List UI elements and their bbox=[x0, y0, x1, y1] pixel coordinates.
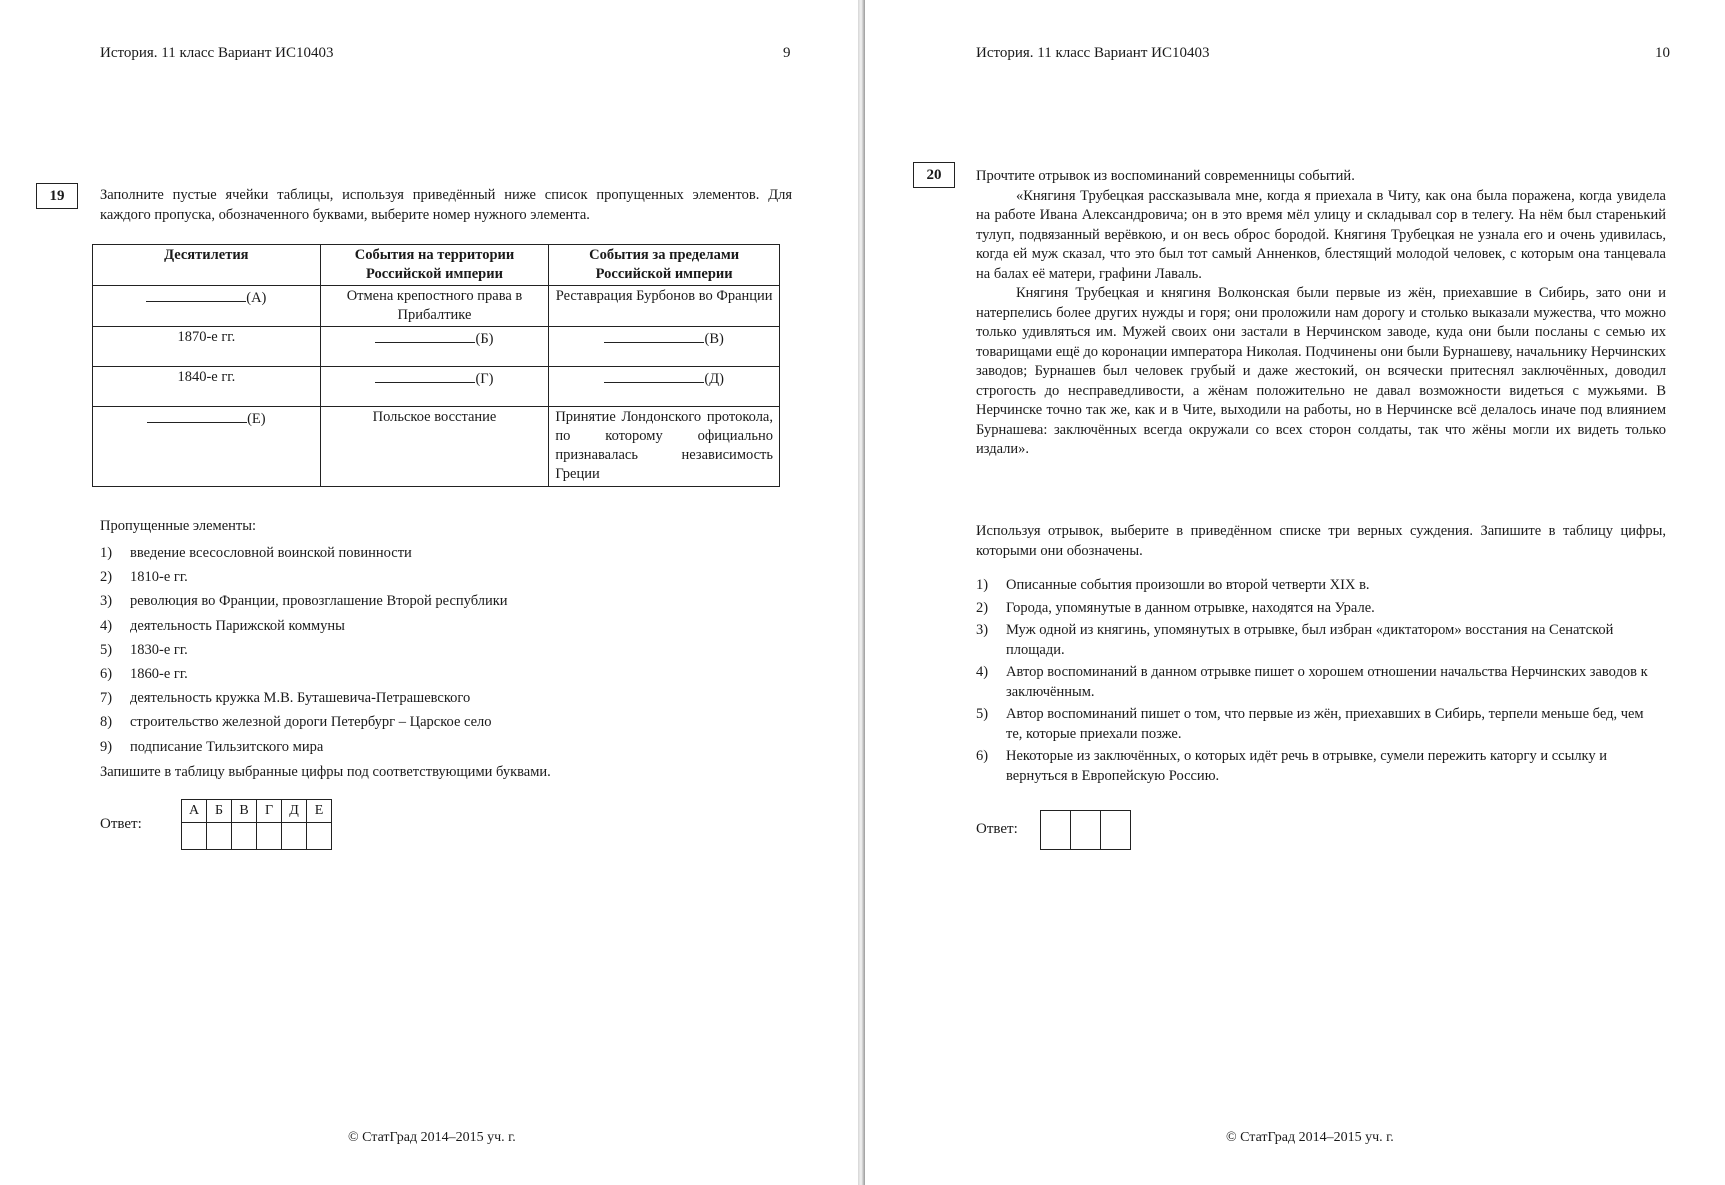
table-cell[interactable]: (А) bbox=[93, 286, 321, 327]
excerpt-paragraph-2: Княгиня Трубецкая и княгиня Волконская были первые из жён, приехавшие в Сибирь, зато они и натерпелись более других нужды и горя; они проложили нам дорогу и столько выказали мужества, что можно только удивляться им. Мужей своих они застали в Нерчинском заводе, куда они были посланы с семью их товарищами ещё до коронации императора Николая. Подчинены они были Бурнашеву, начальнику Нерчинских заводов; Бурнашев был человек грубый и даже жестокий, он всячески притеснял заключённых, доводил строгость до несправедливости, а жёнам положительно не давал возможности видеться с мужьями. В Нерчинске точно так же, как и в Чите, выходили на работы, но в Нерчинске всё делалось иначе под влиянием Бурнашева: заключённых всегда окружали со всех сторон солдаты, так что жёны могли их видеть только издали». bbox=[976, 285, 1666, 457]
col-header-decades: Десятилетия bbox=[93, 245, 321, 286]
item-text: Автор воспоминаний в данном отрывке пишет о хорошем отношении начальства Нерчинских заводов к заключённым. bbox=[1006, 664, 1648, 700]
table-cell[interactable]: (Е) bbox=[93, 407, 321, 487]
table-cell: Польское восстание bbox=[320, 407, 549, 487]
item-number: 1) bbox=[100, 545, 113, 561]
answer-cell[interactable] bbox=[1101, 811, 1131, 850]
answer-grid bbox=[181, 799, 332, 850]
list-item bbox=[976, 599, 1652, 619]
list-item bbox=[100, 662, 790, 686]
write-instruction: Запишите в таблицу выбранные цифры под соответствующими буквами. bbox=[100, 764, 551, 780]
answer-letter: В bbox=[232, 800, 257, 823]
item-number: 2) bbox=[100, 569, 113, 586]
item-text: деятельность кружка М.В. Буташевича-Петрашевского bbox=[130, 690, 471, 707]
table-row bbox=[93, 407, 780, 487]
options-title: Пропущенные элементы: bbox=[100, 518, 257, 534]
table-row bbox=[93, 367, 780, 407]
task-20-text bbox=[976, 167, 1666, 460]
page-9 bbox=[0, 0, 855, 1185]
task-19-table bbox=[92, 244, 780, 487]
col-header-events-outside: События за пределами Российской империи bbox=[549, 245, 780, 286]
page-10 bbox=[868, 0, 1725, 1185]
table-cell[interactable]: (В) bbox=[549, 327, 780, 367]
answer-cell[interactable] bbox=[182, 823, 207, 850]
table-cell[interactable]: (Д) bbox=[549, 367, 780, 407]
item-text: подписание Тильзитского мира bbox=[130, 738, 324, 755]
table-cell: 1870-е гг. bbox=[93, 327, 321, 367]
list-item bbox=[100, 638, 790, 662]
task-20-intro: Прочтите отрывок из воспоминаний современницы событий. bbox=[976, 168, 1355, 184]
list-item bbox=[100, 710, 790, 734]
table-cell: Реставрация Бурбонов во Франции bbox=[549, 286, 780, 327]
answer-grid bbox=[1040, 810, 1131, 850]
item-number: 4) bbox=[976, 664, 989, 680]
statements-list bbox=[976, 576, 1652, 789]
page-number: 10 bbox=[1655, 45, 1670, 61]
item-number: 8) bbox=[100, 714, 113, 731]
table-cell: Отмена крепостного права в Прибалтике bbox=[320, 286, 549, 327]
item-text: строительство железной дороги Петербург – Царское село bbox=[130, 714, 492, 731]
page-footer: © СтатГрад 2014–2015 уч. г. bbox=[1226, 1130, 1394, 1145]
table-cell: Принятие Лондонского протокола, по которому официально признавалась независимость Греции bbox=[549, 407, 780, 487]
col-header-events-inside: События на территории Российской империи bbox=[320, 245, 549, 286]
answer-cell[interactable] bbox=[307, 823, 332, 850]
item-text: Автор воспоминаний пишет о том, что первые из жён, приехавших в Сибирь, терпели меньше бед, чем те, которые приехали позже. bbox=[1006, 706, 1644, 742]
item-number: 6) bbox=[100, 666, 113, 683]
item-number: 2) bbox=[976, 599, 989, 616]
list-item bbox=[976, 705, 1652, 744]
page-divider bbox=[858, 0, 865, 1185]
item-text: революция во Франции, провозглашение Второй республики bbox=[130, 593, 508, 610]
answer-label: Ответ: bbox=[100, 816, 142, 832]
list-item bbox=[976, 576, 1652, 596]
item-number: 6) bbox=[976, 748, 989, 764]
list-item bbox=[976, 747, 1652, 786]
list-item bbox=[100, 565, 790, 589]
answer-letter: А bbox=[182, 800, 207, 823]
task-number-20: 20 bbox=[913, 162, 955, 188]
list-item bbox=[100, 541, 790, 565]
item-text: Города, упомянутые в данном отрывке, находятся на Урале. bbox=[1006, 599, 1375, 616]
page-header: История. 11 класс Вариант ИС10403 bbox=[976, 45, 1210, 61]
item-number: 4) bbox=[100, 617, 113, 634]
list-item bbox=[100, 686, 790, 710]
item-number: 7) bbox=[100, 690, 113, 707]
table-cell: 1840-е гг. bbox=[93, 367, 321, 407]
answer-cell[interactable] bbox=[232, 823, 257, 850]
page-number: 9 bbox=[783, 45, 791, 61]
task-19-instruction: Заполните пустые ячейки таблицы, используя приведённый ниже список пропущенных элементов. Для каждого пропуска, обозначенного буквами, выберите номер нужного элемента. bbox=[100, 187, 792, 223]
item-number: 9) bbox=[100, 738, 113, 755]
item-number: 1) bbox=[976, 577, 989, 593]
list-item bbox=[100, 589, 790, 613]
item-number: 3) bbox=[100, 593, 113, 610]
answer-cell[interactable] bbox=[257, 823, 282, 850]
item-text: Некоторые из заключённых, о которых идёт речь в отрывке, сумели пережить каторгу и ссылку и вернуться в Европейскую Россию. bbox=[1006, 748, 1608, 784]
answer-cell[interactable] bbox=[282, 823, 307, 850]
item-text: 1810-е гг. bbox=[130, 569, 188, 586]
answer-letter: Б bbox=[207, 800, 232, 823]
page-header: История. 11 класс Вариант ИС10403 bbox=[100, 45, 334, 61]
task-number-19: 19 bbox=[36, 183, 78, 209]
item-number: 5) bbox=[976, 706, 989, 722]
page-footer: © СтатГрад 2014–2015 уч. г. bbox=[348, 1130, 516, 1145]
list-item bbox=[100, 614, 790, 638]
item-text: Описанные события произошли во второй четверти XIX в. bbox=[1006, 577, 1370, 593]
excerpt-paragraph-1: «Княгиня Трубецкая рассказывала мне, когда я приехала в Читу, как она была поражена, когда увидела на работе Ивана Александровича; он в это время мёл улицу и складывал сор в телегу. На нём был старенький тулуп, подвязанный верёвкою, и он весь оброс бородой. Княгиня Трубецкая не узнала его и очень удивилась, когда ей муж сказал, что это был тот самый Анненков, блестящий молодой человек, с которым она танцевала на балах её матери, графини Лаваль. bbox=[976, 187, 1666, 282]
table-cell[interactable]: (Б) bbox=[320, 327, 549, 367]
item-text: введение всесословной воинской повинности bbox=[130, 545, 412, 561]
answer-cell[interactable] bbox=[1041, 811, 1071, 850]
answer-cell[interactable] bbox=[1071, 811, 1101, 850]
item-number: 5) bbox=[100, 641, 113, 658]
task-20-instruction: Используя отрывок, выберите в приведённом списке три верных суждения. Запишите в таблицу цифры, которыми они обозначены. bbox=[976, 523, 1666, 559]
item-number: 3) bbox=[976, 622, 989, 638]
table-row bbox=[93, 286, 780, 327]
table-row bbox=[93, 327, 780, 367]
answer-letter: Г bbox=[257, 800, 282, 823]
list-item bbox=[976, 663, 1652, 702]
item-text: деятельность Парижской коммуны bbox=[130, 617, 345, 634]
table-cell[interactable]: (Г) bbox=[320, 367, 549, 407]
list-item bbox=[100, 735, 790, 759]
options-list bbox=[100, 541, 790, 759]
item-text: Муж одной из княгинь, упомянутых в отрывке, был избран «диктатором» восстания на Сенатской площади. bbox=[1006, 622, 1614, 658]
item-text: 1830-е гг. bbox=[130, 641, 188, 658]
list-item bbox=[976, 621, 1652, 660]
answer-cell[interactable] bbox=[207, 823, 232, 850]
item-text: 1860-е гг. bbox=[130, 666, 188, 683]
answer-letter: Е bbox=[307, 800, 332, 823]
answer-label: Ответ: bbox=[976, 821, 1018, 837]
answer-letter: Д bbox=[282, 800, 307, 823]
